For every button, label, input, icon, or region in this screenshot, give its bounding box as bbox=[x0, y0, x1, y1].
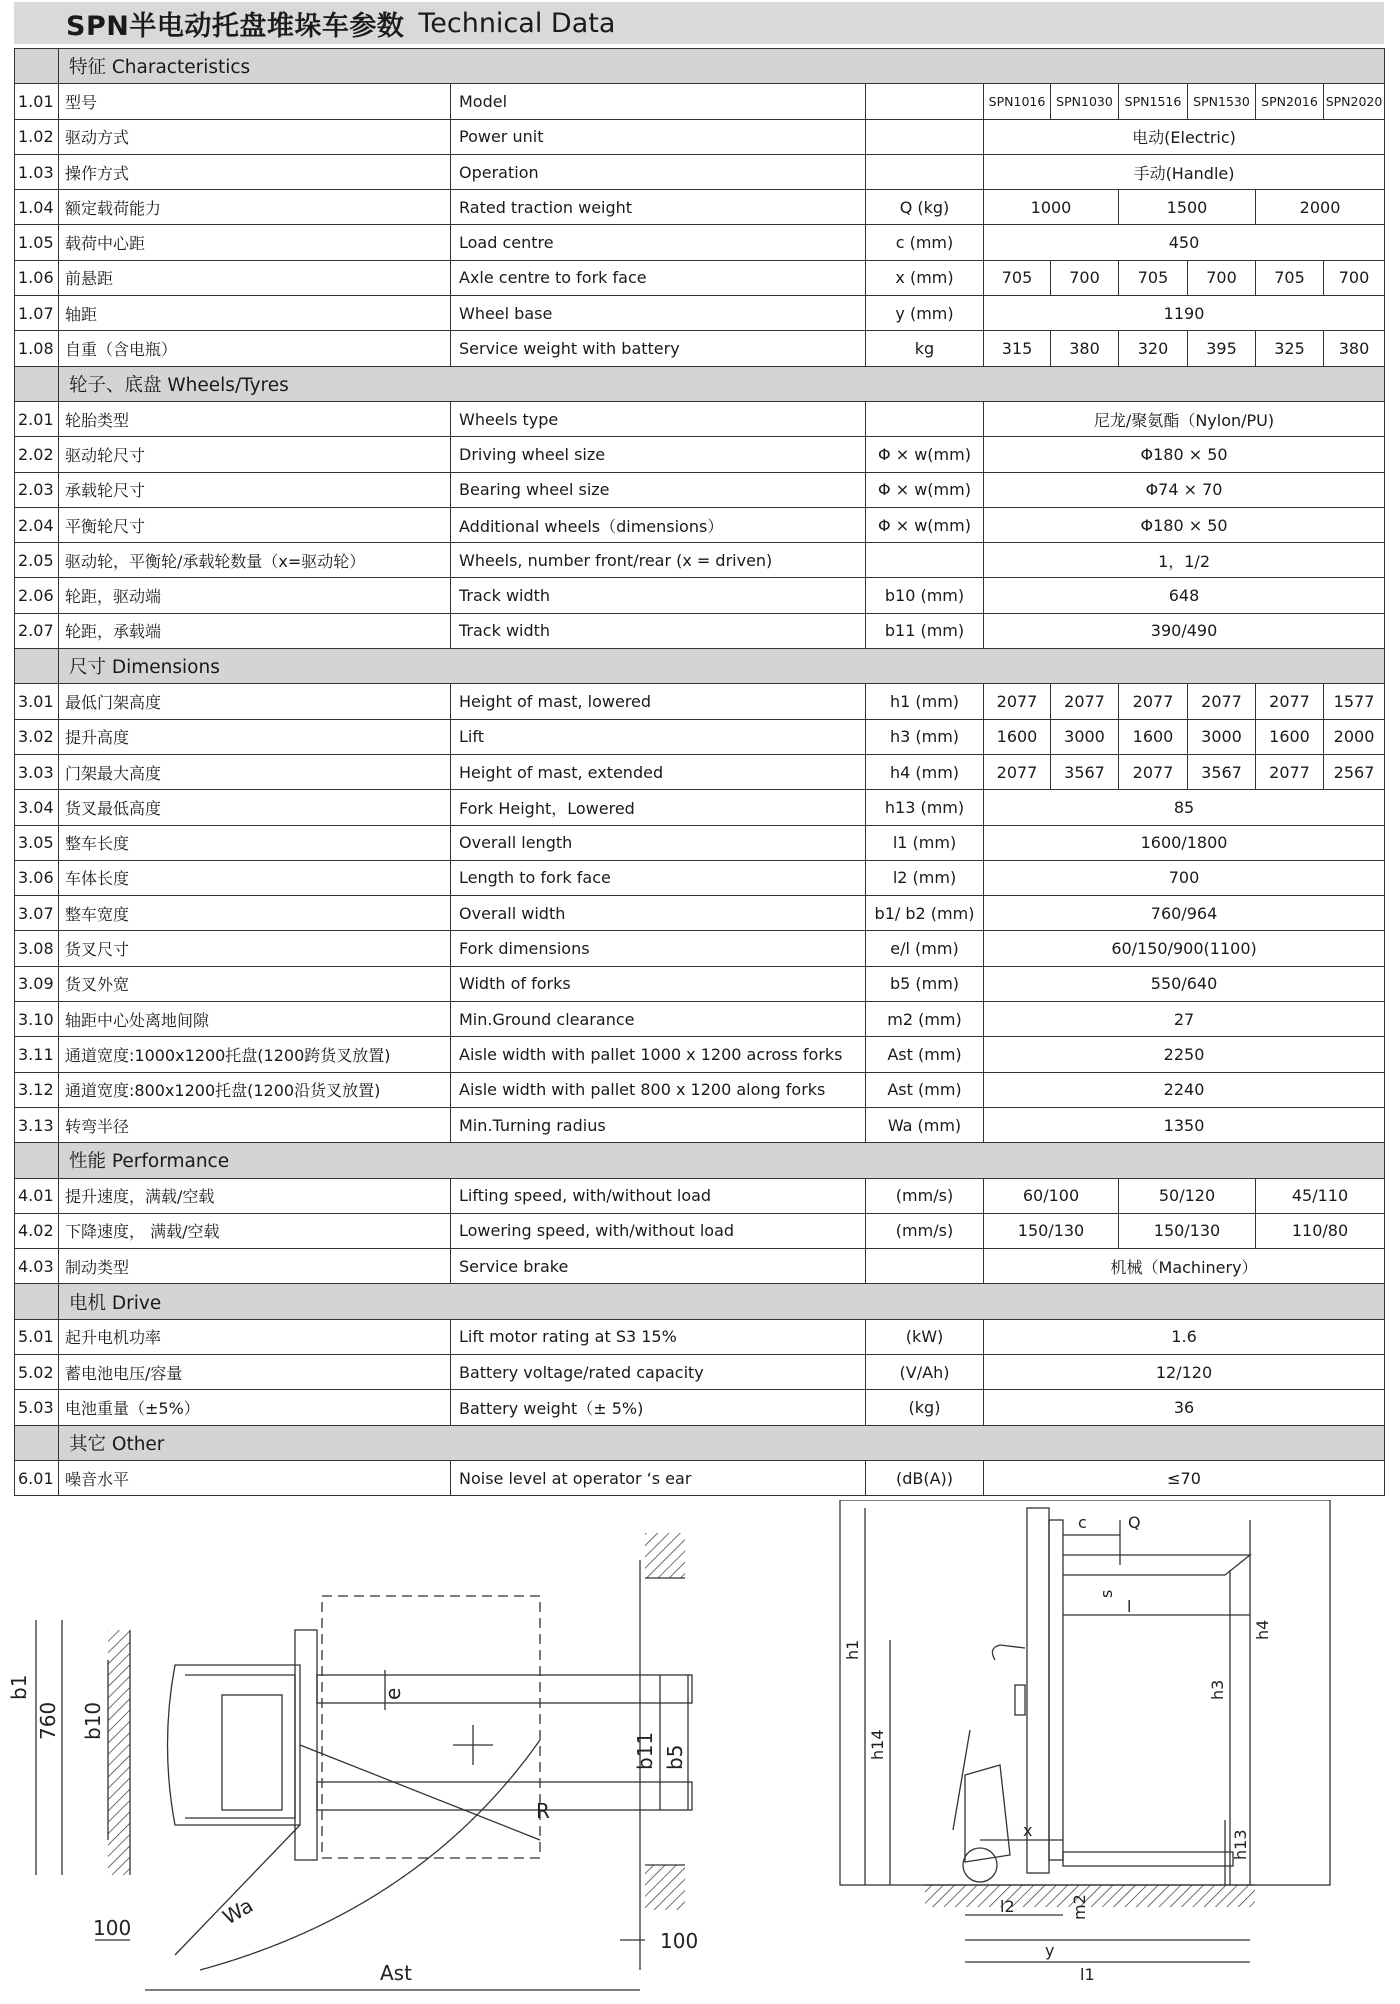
row-number: 3.10 bbox=[15, 1002, 59, 1037]
row-label-en: Fork dimensions bbox=[451, 931, 866, 966]
value-cell: 2077 bbox=[1256, 684, 1324, 719]
value-cell: 700 bbox=[984, 860, 1385, 895]
row-label-cn: 蓄电池电压/容量 bbox=[59, 1354, 451, 1389]
row-label-en: Battery voltage/rated capacity bbox=[451, 1354, 866, 1389]
table-row bbox=[15, 1460, 1385, 1495]
label-h4: h4 bbox=[1253, 1619, 1272, 1640]
value-cell: 1600/1800 bbox=[984, 825, 1385, 860]
row-label-cn: 承载轮尺寸 bbox=[59, 472, 451, 507]
row-label-cn: 通道宽度:800x1200托盘(1200沿货叉放置) bbox=[59, 1072, 451, 1107]
table-row bbox=[15, 860, 1385, 895]
row-label-cn: 驱动轮，平衡轮/承载轮数量（x=驱动轮） bbox=[59, 543, 451, 578]
value-cell: 2077 bbox=[1119, 684, 1188, 719]
row-unit: c (mm) bbox=[866, 225, 984, 260]
row-number: 3.05 bbox=[15, 825, 59, 860]
value-cell: 3000 bbox=[1188, 719, 1256, 754]
row-number: 3.13 bbox=[15, 1107, 59, 1142]
value-cell: 110/80 bbox=[1256, 1213, 1385, 1248]
side-view-labels bbox=[843, 1513, 1272, 1984]
label-b11: b11 bbox=[633, 1731, 657, 1770]
row-label-en: Overall length bbox=[451, 825, 866, 860]
row-unit: (V/Ah) bbox=[866, 1354, 984, 1389]
value-cell: 150/130 bbox=[1119, 1213, 1256, 1248]
row-unit: l1 (mm) bbox=[866, 825, 984, 860]
row-unit: Ast (mm) bbox=[866, 1037, 984, 1072]
value-cell: 1600 bbox=[1119, 719, 1188, 754]
section-header-row bbox=[15, 49, 1385, 84]
value-cell: 550/640 bbox=[984, 966, 1385, 1001]
row-label-cn: 转弯半径 bbox=[59, 1107, 451, 1142]
value-cell: 2567 bbox=[1324, 754, 1385, 789]
label-y: y bbox=[1045, 1941, 1055, 1960]
row-label-en: Service brake bbox=[451, 1249, 866, 1284]
value-cell: 2250 bbox=[984, 1037, 1385, 1072]
label-h14: h14 bbox=[868, 1729, 887, 1760]
table-row bbox=[15, 754, 1385, 789]
row-label-cn: 制动类型 bbox=[59, 1249, 451, 1284]
section-title: 轮子、底盘 Wheels/Tyres bbox=[59, 366, 1385, 401]
row-label-en: Track width bbox=[451, 578, 866, 613]
row-number: 1.05 bbox=[15, 225, 59, 260]
value-cell: 2077 bbox=[1188, 684, 1256, 719]
value-cell: 700 bbox=[1051, 260, 1119, 295]
row-number: 4.03 bbox=[15, 1249, 59, 1284]
page-title-cn: SPN半电动托盘堆垛车参数 bbox=[66, 10, 405, 42]
value-cell: 1600 bbox=[1256, 719, 1324, 754]
row-label-en: Lift bbox=[451, 719, 866, 754]
row-label-cn: 轴距 bbox=[59, 296, 451, 331]
row-label-en: Battery weight（± 5%) bbox=[451, 1390, 866, 1425]
table-row bbox=[15, 966, 1385, 1001]
row-number: 5.02 bbox=[15, 1354, 59, 1389]
row-label-cn: 货叉尺寸 bbox=[59, 931, 451, 966]
row-number: 1.07 bbox=[15, 296, 59, 331]
row-label-cn: 车体长度 bbox=[59, 860, 451, 895]
row-label-en: Service weight with battery bbox=[451, 331, 866, 366]
value-cell: 760/964 bbox=[984, 896, 1385, 931]
model-cell: SPN1530 bbox=[1188, 84, 1256, 119]
row-unit: e/l (mm) bbox=[866, 931, 984, 966]
value-cell: 2240 bbox=[984, 1072, 1385, 1107]
table-row bbox=[15, 931, 1385, 966]
row-unit: b11 (mm) bbox=[866, 613, 984, 648]
row-label-en: Operation bbox=[451, 154, 866, 189]
row-unit bbox=[866, 543, 984, 578]
row-unit: Φ × w(mm) bbox=[866, 472, 984, 507]
table-row bbox=[15, 578, 1385, 613]
table-row bbox=[15, 1072, 1385, 1107]
table-row bbox=[15, 1249, 1385, 1284]
row-unit: b1/ b2 (mm) bbox=[866, 896, 984, 931]
row-label-cn: 最低门架高度 bbox=[59, 684, 451, 719]
row-label-cn: 平衡轮尺寸 bbox=[59, 507, 451, 542]
row-number: 4.01 bbox=[15, 1178, 59, 1213]
table-row bbox=[15, 825, 1385, 860]
row-label-en: Height of mast, lowered bbox=[451, 684, 866, 719]
technical-data-table bbox=[14, 48, 1385, 1496]
row-label-en: Length to fork face bbox=[451, 860, 866, 895]
top-view-drawing bbox=[0, 1500, 720, 2000]
value-cell: 1577 bbox=[1324, 684, 1385, 719]
row-number: 3.08 bbox=[15, 931, 59, 966]
table-row bbox=[15, 1037, 1385, 1072]
row-label-cn: 整车宽度 bbox=[59, 896, 451, 931]
row-label-cn: 自重（含电瓶） bbox=[59, 331, 451, 366]
row-label-cn: 通道宽度:1000x1200托盘(1200跨货叉放置) bbox=[59, 1037, 451, 1072]
label-wa: Wa bbox=[218, 1893, 258, 1930]
page-title-bar bbox=[14, 2, 1384, 44]
label-q: Q bbox=[1128, 1513, 1141, 1532]
value-cell: 2077 bbox=[1119, 754, 1188, 789]
row-label-cn: 轮胎类型 bbox=[59, 401, 451, 436]
row-label-en: Load centre bbox=[451, 225, 866, 260]
row-label-en: Aisle width with pallet 800 x 1200 along forks bbox=[451, 1072, 866, 1107]
label-h3: h3 bbox=[1208, 1679, 1227, 1700]
value-cell: 60/100 bbox=[984, 1178, 1119, 1213]
row-unit bbox=[866, 119, 984, 154]
row-unit: Q (kg) bbox=[866, 190, 984, 225]
label-760: 760 bbox=[36, 1701, 60, 1740]
row-label-cn: 额定载荷能力 bbox=[59, 190, 451, 225]
row-number: 2.03 bbox=[15, 472, 59, 507]
row-number: 3.02 bbox=[15, 719, 59, 754]
row-number: 1.04 bbox=[15, 190, 59, 225]
row-number: 1.02 bbox=[15, 119, 59, 154]
value-cell: 325 bbox=[1256, 331, 1324, 366]
row-number: 3.12 bbox=[15, 1072, 59, 1107]
row-label-en: Fork Height，Lowered bbox=[451, 790, 866, 825]
row-label-cn: 载荷中心距 bbox=[59, 225, 451, 260]
table-row bbox=[15, 296, 1385, 331]
value-cell: 45/110 bbox=[1256, 1178, 1385, 1213]
row-label-cn: 提升高度 bbox=[59, 719, 451, 754]
row-unit: Φ × w(mm) bbox=[866, 437, 984, 472]
value-cell: 1000 bbox=[984, 190, 1119, 225]
value-cell: 2000 bbox=[1256, 190, 1385, 225]
table-row bbox=[15, 790, 1385, 825]
label-s: s bbox=[1097, 1589, 1116, 1598]
row-label-en: Aisle width with pallet 1000 x 1200 across forks bbox=[451, 1037, 866, 1072]
section-number-cell bbox=[15, 1284, 59, 1319]
row-label-en: Noise level at operator ‘s ear bbox=[451, 1460, 866, 1495]
row-number: 3.06 bbox=[15, 860, 59, 895]
row-unit: m2 (mm) bbox=[866, 1002, 984, 1037]
table-row bbox=[15, 437, 1385, 472]
label-b10: b10 bbox=[81, 1701, 105, 1740]
value-cell: 700 bbox=[1324, 260, 1385, 295]
table-row bbox=[15, 1354, 1385, 1389]
table-row bbox=[15, 507, 1385, 542]
value-cell: 2077 bbox=[984, 754, 1051, 789]
row-label-en: Axle centre to fork face bbox=[451, 260, 866, 295]
row-number: 1.03 bbox=[15, 154, 59, 189]
value-cell: 27 bbox=[984, 1002, 1385, 1037]
label-ast: Ast bbox=[380, 1961, 412, 1985]
value-cell: 380 bbox=[1324, 331, 1385, 366]
label-l: l bbox=[1127, 1597, 1132, 1616]
value-cell: 尼龙/聚氨酯（Nylon/PU) bbox=[984, 401, 1385, 436]
technical-drawings bbox=[0, 1500, 1400, 2004]
row-label-en: Overall width bbox=[451, 896, 866, 931]
row-number: 1.08 bbox=[15, 331, 59, 366]
row-label-en: Lift motor rating at S3 15% bbox=[451, 1319, 866, 1354]
section-header-row bbox=[15, 1143, 1385, 1178]
label-l2: l2 bbox=[1000, 1897, 1015, 1916]
row-unit: h1 (mm) bbox=[866, 684, 984, 719]
value-cell: Φ180 × 50 bbox=[984, 437, 1385, 472]
row-unit: b10 (mm) bbox=[866, 578, 984, 613]
row-label-cn: 门架最大高度 bbox=[59, 754, 451, 789]
label-l1: l1 bbox=[1080, 1965, 1095, 1984]
row-unit: x (mm) bbox=[866, 260, 984, 295]
model-cell: SPN2020 bbox=[1324, 84, 1385, 119]
row-number: 2.07 bbox=[15, 613, 59, 648]
row-number: 1.06 bbox=[15, 260, 59, 295]
row-label-cn: 起升电机功率 bbox=[59, 1319, 451, 1354]
value-cell: 机械（Machinery） bbox=[984, 1249, 1385, 1284]
model-cell: SPN1516 bbox=[1119, 84, 1188, 119]
table-row bbox=[15, 896, 1385, 931]
row-unit bbox=[866, 1249, 984, 1284]
row-number: 3.07 bbox=[15, 896, 59, 931]
row-unit: (kW) bbox=[866, 1319, 984, 1354]
row-label-en: Wheel base bbox=[451, 296, 866, 331]
row-unit: y (mm) bbox=[866, 296, 984, 331]
value-cell: 1.6 bbox=[984, 1319, 1385, 1354]
row-number: 5.01 bbox=[15, 1319, 59, 1354]
value-cell: 2077 bbox=[1051, 684, 1119, 719]
row-unit: l2 (mm) bbox=[866, 860, 984, 895]
side-view-drawing bbox=[830, 1500, 1385, 2000]
row-number: 3.11 bbox=[15, 1037, 59, 1072]
row-unit: Wa (mm) bbox=[866, 1107, 984, 1142]
row-label-cn: 下降速度， 满载/空载 bbox=[59, 1213, 451, 1248]
row-unit: (mm/s) bbox=[866, 1178, 984, 1213]
row-label-en: Lifting speed, with/without load bbox=[451, 1178, 866, 1213]
label-e: e bbox=[381, 1687, 405, 1700]
table-row bbox=[15, 543, 1385, 578]
row-number: 3.09 bbox=[15, 966, 59, 1001]
row-unit: (dB(A)) bbox=[866, 1460, 984, 1495]
row-label-cn: 操作方式 bbox=[59, 154, 451, 189]
row-number: 2.05 bbox=[15, 543, 59, 578]
row-label-cn: 前悬距 bbox=[59, 260, 451, 295]
row-unit: kg bbox=[866, 331, 984, 366]
value-cell: 1350 bbox=[984, 1107, 1385, 1142]
value-cell: 3000 bbox=[1051, 719, 1119, 754]
row-label-en: Wheels type bbox=[451, 401, 866, 436]
row-label-cn: 型号 bbox=[59, 84, 451, 119]
value-cell: 705 bbox=[1119, 260, 1188, 295]
value-cell: 700 bbox=[1188, 260, 1256, 295]
section-number-cell bbox=[15, 49, 59, 84]
value-cell: 315 bbox=[984, 331, 1051, 366]
table-row bbox=[15, 684, 1385, 719]
value-cell: 60/150/900(1100) bbox=[984, 931, 1385, 966]
row-label-cn: 轮距，驱动端 bbox=[59, 578, 451, 613]
row-label-en: Power unit bbox=[451, 119, 866, 154]
row-label-cn: 电池重量（±5%） bbox=[59, 1390, 451, 1425]
row-label-en: Width of forks bbox=[451, 966, 866, 1001]
row-label-cn: 提升速度，满载/空载 bbox=[59, 1178, 451, 1213]
section-number-cell bbox=[15, 649, 59, 684]
row-number: 3.01 bbox=[15, 684, 59, 719]
value-cell: 1190 bbox=[984, 296, 1385, 331]
row-unit: Φ × w(mm) bbox=[866, 507, 984, 542]
table-row bbox=[15, 472, 1385, 507]
row-number: 3.03 bbox=[15, 754, 59, 789]
section-number-cell bbox=[15, 366, 59, 401]
row-label-en: Driving wheel size bbox=[451, 437, 866, 472]
row-number: 5.03 bbox=[15, 1390, 59, 1425]
row-label-cn: 货叉外宽 bbox=[59, 966, 451, 1001]
row-label-en: Rated traction weight bbox=[451, 190, 866, 225]
row-label-cn: 轮距，承载端 bbox=[59, 613, 451, 648]
row-unit: (kg) bbox=[866, 1390, 984, 1425]
table-row bbox=[15, 1107, 1385, 1142]
section-title: 其它 Other bbox=[59, 1425, 1385, 1460]
table-row bbox=[15, 401, 1385, 436]
value-cell: 手动(Handle) bbox=[984, 154, 1385, 189]
section-header-row bbox=[15, 1425, 1385, 1460]
value-cell: 2077 bbox=[984, 684, 1051, 719]
row-number: 2.06 bbox=[15, 578, 59, 613]
label-r: R bbox=[536, 1799, 550, 1823]
table-row bbox=[15, 119, 1385, 154]
label-b5: b5 bbox=[663, 1744, 687, 1770]
section-title: 电机 Drive bbox=[59, 1284, 1385, 1319]
row-label-en: Lowering speed, with/without load bbox=[451, 1213, 866, 1248]
row-label-cn: 货叉最低高度 bbox=[59, 790, 451, 825]
model-cell: SPN1030 bbox=[1051, 84, 1119, 119]
row-label-en: Min.Turning radius bbox=[451, 1107, 866, 1142]
section-header-row bbox=[15, 649, 1385, 684]
section-title: 特征 Characteristics bbox=[59, 49, 1385, 84]
value-cell: 648 bbox=[984, 578, 1385, 613]
row-label-en: Additional wheels（dimensions） bbox=[451, 507, 866, 542]
value-cell: 2077 bbox=[1256, 754, 1324, 789]
table-row bbox=[15, 331, 1385, 366]
value-cell: 390/490 bbox=[984, 613, 1385, 648]
value-cell: 705 bbox=[1256, 260, 1324, 295]
section-number-cell bbox=[15, 1425, 59, 1460]
value-cell: 12/120 bbox=[984, 1354, 1385, 1389]
label-c: c bbox=[1078, 1513, 1087, 1532]
label-x: x bbox=[1023, 1821, 1033, 1840]
label-h1: h1 bbox=[843, 1639, 862, 1660]
row-number: 2.04 bbox=[15, 507, 59, 542]
row-unit bbox=[866, 154, 984, 189]
row-unit: b5 (mm) bbox=[866, 966, 984, 1001]
value-cell: 380 bbox=[1051, 331, 1119, 366]
row-number: 2.02 bbox=[15, 437, 59, 472]
table-row bbox=[15, 190, 1385, 225]
table-row bbox=[15, 84, 1385, 119]
value-cell: 3567 bbox=[1051, 754, 1119, 789]
row-unit: h13 (mm) bbox=[866, 790, 984, 825]
value-cell: 50/120 bbox=[1119, 1178, 1256, 1213]
label-m2: m2 bbox=[1070, 1894, 1089, 1920]
value-cell: 1500 bbox=[1119, 190, 1256, 225]
table-row bbox=[15, 260, 1385, 295]
page-title-en: Technical Data bbox=[418, 7, 616, 39]
value-cell: 85 bbox=[984, 790, 1385, 825]
label-100-right: 100 bbox=[660, 1929, 699, 1953]
row-label-en: Min.Ground clearance bbox=[451, 1002, 866, 1037]
row-label-cn: 噪音水平 bbox=[59, 1460, 451, 1495]
section-number-cell bbox=[15, 1143, 59, 1178]
value-cell: 36 bbox=[984, 1390, 1385, 1425]
row-label-en: Bearing wheel size bbox=[451, 472, 866, 507]
table-row bbox=[15, 613, 1385, 648]
row-label-cn: 驱动方式 bbox=[59, 119, 451, 154]
table-row bbox=[15, 1002, 1385, 1037]
table-row bbox=[15, 719, 1385, 754]
row-unit bbox=[866, 401, 984, 436]
value-cell: 705 bbox=[984, 260, 1051, 295]
model-cell: SPN2016 bbox=[1256, 84, 1324, 119]
row-unit: (mm/s) bbox=[866, 1213, 984, 1248]
value-cell: 320 bbox=[1119, 331, 1188, 366]
row-label-en: Model bbox=[451, 84, 866, 119]
table-row bbox=[15, 225, 1385, 260]
section-title: 性能 Performance bbox=[59, 1143, 1385, 1178]
row-label-en: Height of mast, extended bbox=[451, 754, 866, 789]
row-number: 1.01 bbox=[15, 84, 59, 119]
row-label-en: Wheels, number front/rear (x = driven) bbox=[451, 543, 866, 578]
value-cell: ≤70 bbox=[984, 1460, 1385, 1495]
value-cell: Φ180 × 50 bbox=[984, 507, 1385, 542]
value-cell: 395 bbox=[1188, 331, 1256, 366]
value-cell: 1600 bbox=[984, 719, 1051, 754]
row-label-en: Track width bbox=[451, 613, 866, 648]
label-100-left: 100 bbox=[93, 1916, 132, 1940]
section-header-row bbox=[15, 1284, 1385, 1319]
row-number: 6.01 bbox=[15, 1460, 59, 1495]
label-b1: b1 bbox=[7, 1674, 31, 1700]
value-cell: 1，1/2 bbox=[984, 543, 1385, 578]
section-header-row bbox=[15, 366, 1385, 401]
value-cell: Φ74 × 70 bbox=[984, 472, 1385, 507]
table-row bbox=[15, 154, 1385, 189]
table-row bbox=[15, 1319, 1385, 1354]
row-unit: h3 (mm) bbox=[866, 719, 984, 754]
row-number: 4.02 bbox=[15, 1213, 59, 1248]
value-cell: 2000 bbox=[1324, 719, 1385, 754]
row-label-cn: 整车长度 bbox=[59, 825, 451, 860]
row-label-cn: 轴距中心处离地间隙 bbox=[59, 1002, 451, 1037]
table-row bbox=[15, 1213, 1385, 1248]
table-row bbox=[15, 1390, 1385, 1425]
row-label-cn: 驱动轮尺寸 bbox=[59, 437, 451, 472]
table-row bbox=[15, 1178, 1385, 1213]
value-cell: 150/130 bbox=[984, 1213, 1119, 1248]
row-number: 2.01 bbox=[15, 401, 59, 436]
row-unit: h4 (mm) bbox=[866, 754, 984, 789]
value-cell: 450 bbox=[984, 225, 1385, 260]
label-h13: h13 bbox=[1231, 1829, 1250, 1860]
model-cell: SPN1016 bbox=[984, 84, 1051, 119]
section-title: 尺寸 Dimensions bbox=[59, 649, 1385, 684]
value-cell: 电动(Electric) bbox=[984, 119, 1385, 154]
row-unit: Ast (mm) bbox=[866, 1072, 984, 1107]
row-number: 3.04 bbox=[15, 790, 59, 825]
row-unit bbox=[866, 84, 984, 119]
value-cell: 3567 bbox=[1188, 754, 1256, 789]
